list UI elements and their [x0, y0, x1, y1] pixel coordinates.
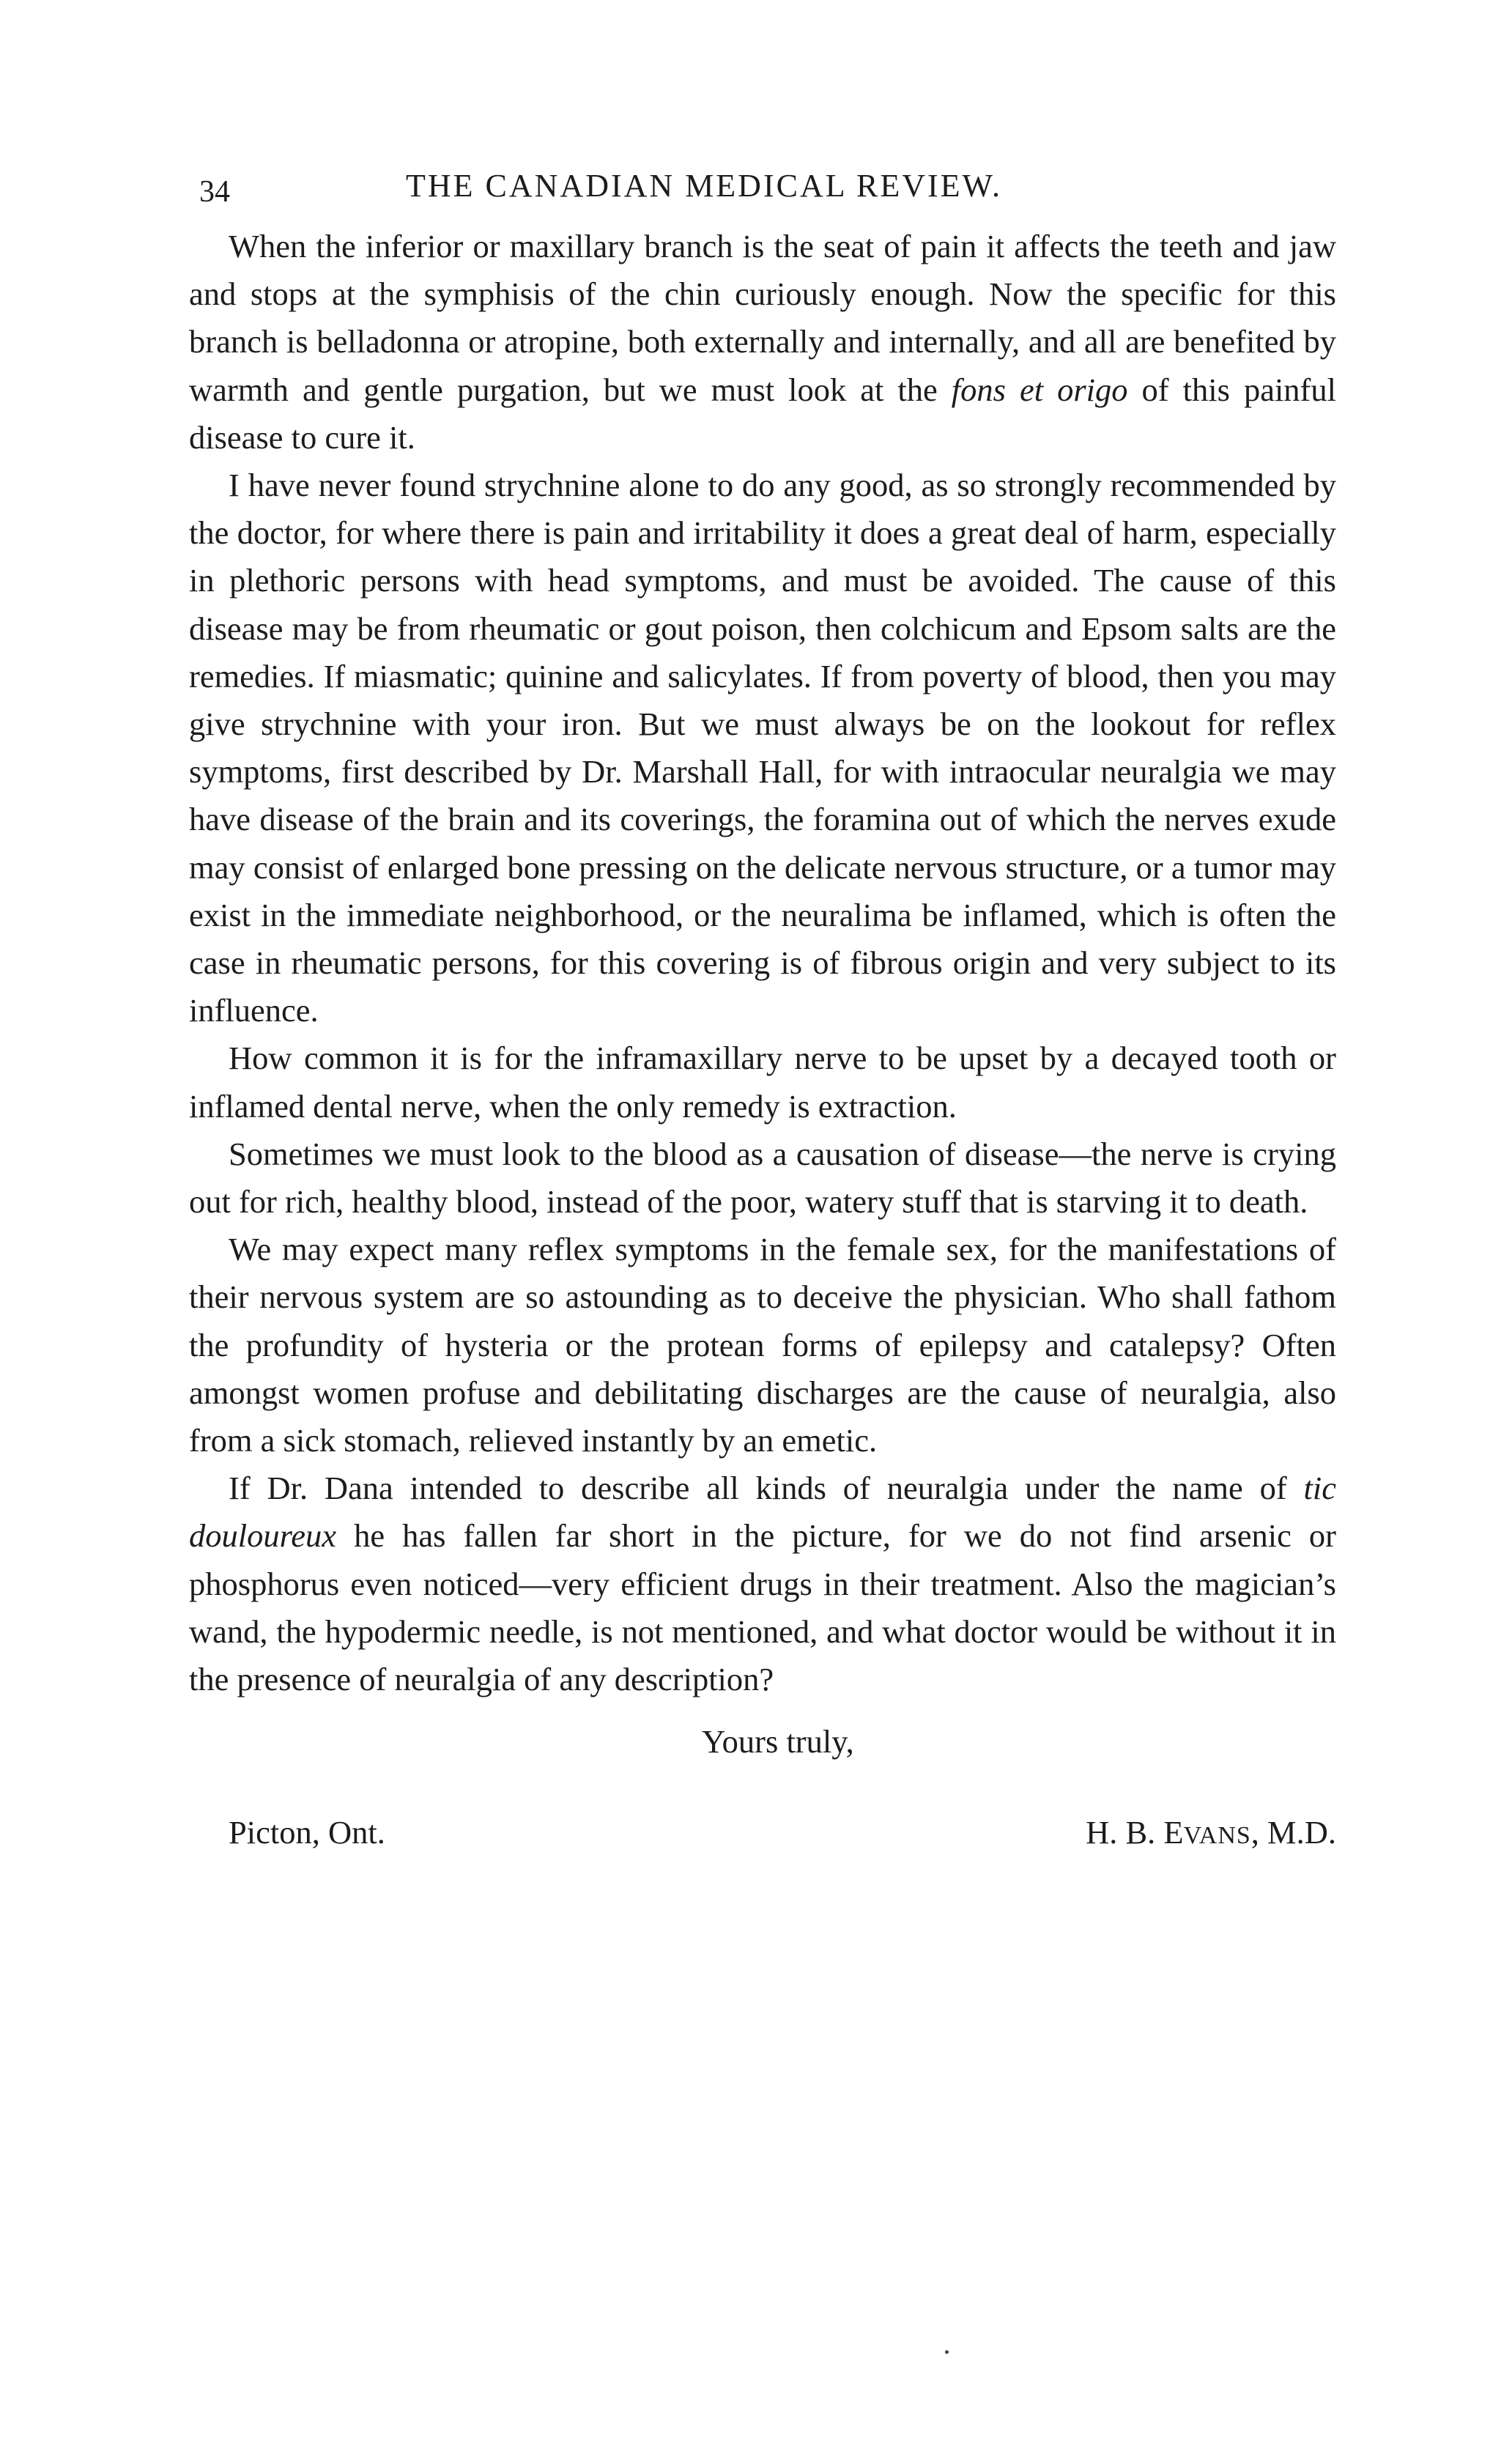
place-line: Picton, Ont.	[229, 1814, 385, 1851]
signature-surname-small-caps: VANS	[1183, 1822, 1251, 1850]
paragraph-2: I have never found strychnine alone to do any good, as so strongly recommended by the doctor, for where there is pain and irritability it does a great deal of harm, especially in plethoric persons with head symptoms, and must be avoided. The cause of this disease may be from rheumatic or gout poison, then colchicum and Epsom salts are the remedies. If miasmatic; quinine and salicylates. If from poverty of blood, then you may give strychnine with your iron. But we must always be on the lookout for reflex symptoms, first described by Dr. Marshall Hall, for with intraocular neuralgia we may have disease of the brain and its coverings, the foramina out of which the nerves exude may consist of enlarged bone pressing on the delicate nervous structure, or a tumor may exist in the immediate neighborhood, or the neuralima be inflamed, which is often the case in rheumatic persons, for this covering is of fibrous origin and very subject to its influence.	[189, 467, 1336, 1029]
document-page	[189, 163, 1336, 1857]
paragraph-6-text-a: If Dr. Dana intended to describe all kinds of neuralgia under the name of	[229, 1470, 1304, 1507]
paragraph-6-italic: tic douloureux	[189, 1470, 1336, 1555]
paragraph-6	[189, 1464, 1336, 1703]
paragraph-4: Sometimes we must look to the blood as a causation of disease—the nerve is crying out for rich, healthy blood, instead of the poor, watery stuff that is starving it to death.	[189, 1135, 1336, 1221]
paragraph-1-text-b: of this painful disease to cure it.	[189, 371, 1336, 456]
signature-initials: H. B. E	[1086, 1814, 1184, 1851]
letter-body	[189, 223, 1336, 1703]
paragraph-1	[189, 223, 1336, 462]
paragraph-1-text-a: When the inferior or maxillary branch is the seat of pain it affects the teeth and jaw and stops at the symphisis of the chin curiously enough. Now the specific for this branch is belladonna or atropine, both externally and internally, and all are benefited by warmth and gentle purgation, but we must look at the	[189, 228, 1336, 408]
running-head: THE CANADIAN MEDICAL REVIEW.	[406, 168, 1002, 204]
paragraph-3: How common it is for the inframaxillary nerve to be upset by a decayed tooth or inflamed dental nerve, when the only remedy is extraction.	[189, 1040, 1336, 1125]
paragraph-1-italic: fons et origo	[951, 371, 1128, 408]
paragraph-6-text-b: he has fallen far short in the picture, for we do not find arsenic or phosphorus even noticed—very efficient drugs in their treatment. Also the magician’s wand, the hypodermic needle, is not mentioned, and what doctor would be without it in the presence of neuralgia of any description?	[189, 1517, 1336, 1698]
page-header	[189, 163, 1336, 210]
valediction: Yours truly,	[702, 1723, 854, 1760]
paragraph-5: We may expect many reflex symptoms in the female sex, for the manifestations of their nervous system are so astounding as to deceive the physician. Who shall fathom the profundity of hysteria or the protean forms of epilepsy and catalepsy? Often amongst women profuse and debilitating discharges are the cause of neuralgia, also from a sick stomach, relieved instantly by an emetic.	[189, 1231, 1336, 1459]
letter-closing	[189, 1718, 1336, 1857]
signature	[1086, 1809, 1336, 1859]
stray-ink-mark	[945, 2350, 949, 2354]
signature-degree: , M.D.	[1250, 1814, 1336, 1851]
page-number: 34	[199, 175, 230, 209]
